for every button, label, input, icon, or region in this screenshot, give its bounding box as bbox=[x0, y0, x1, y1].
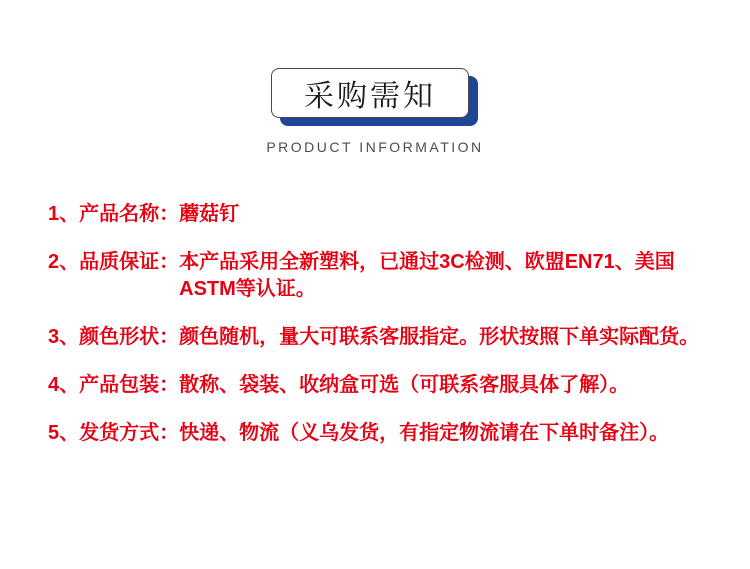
item-content: 蘑菇钉 bbox=[179, 203, 240, 225]
product-info-item-name bbox=[48, 201, 723, 228]
product-info-list bbox=[0, 201, 750, 447]
item-content: 散称、袋装、收纳盒可选（可联系客服具体了解）。 bbox=[179, 374, 630, 396]
item-label: 品质保证： bbox=[79, 251, 180, 273]
item-label: 产品包装： bbox=[79, 374, 180, 396]
item-label: 颜色形状： bbox=[79, 326, 180, 348]
title-card bbox=[271, 68, 479, 126]
product-info-item-shipping bbox=[48, 420, 723, 447]
item-label: 发货方式： bbox=[79, 422, 180, 444]
item-content: 本产品采用全新塑料，已通过3C检测、欧盟EN71、美国ASTM等认证。 bbox=[179, 251, 675, 300]
item-number: 1、 bbox=[48, 203, 80, 225]
product-info-item-quality bbox=[48, 249, 723, 303]
item-number: 5、 bbox=[48, 422, 80, 444]
item-number: 4、 bbox=[48, 374, 80, 396]
page-title: 采购需知 bbox=[304, 80, 436, 113]
item-number: 2、 bbox=[48, 251, 80, 273]
item-label: 产品名称： bbox=[79, 203, 180, 225]
product-info-item-packaging bbox=[48, 372, 723, 399]
page-subtitle: PRODUCT INFORMATION bbox=[266, 139, 484, 155]
purchase-notice-header bbox=[0, 68, 750, 155]
title-card-face bbox=[271, 68, 469, 118]
item-content: 颜色随机，量大可联系客服指定。形状按照下单实际配货。 bbox=[179, 326, 700, 348]
item-number: 3、 bbox=[48, 326, 80, 348]
product-info-item-color-shape bbox=[48, 324, 723, 351]
item-content: 快递、物流（义乌发货，有指定物流请在下单时备注）。 bbox=[179, 422, 670, 444]
